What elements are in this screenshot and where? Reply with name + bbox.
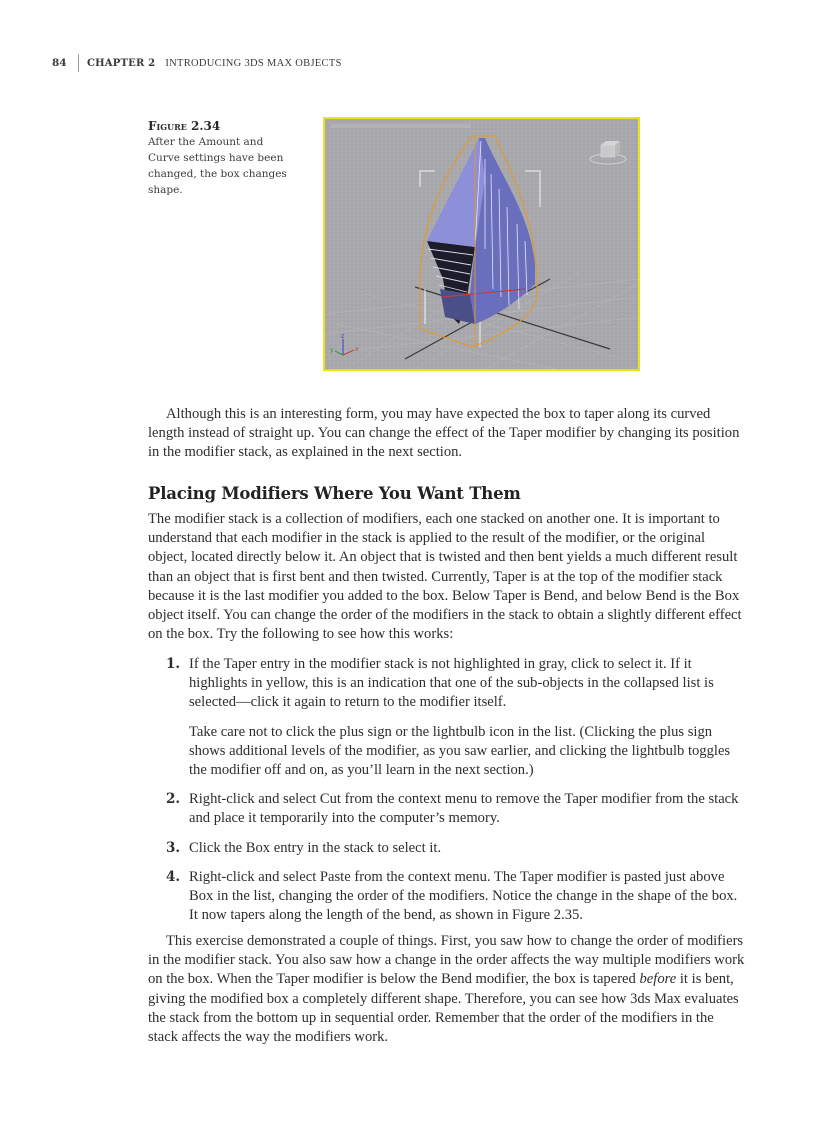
step-item xyxy=(148,655,746,713)
svg-text:y: y xyxy=(330,347,334,354)
step-item xyxy=(148,839,746,858)
step-item xyxy=(148,790,746,828)
step-text: Right-click and select Cut from the context menu to remove the Taper modifier from the stack and place it temporarily into the computer’s memory. xyxy=(189,791,739,827)
svg-text:z: z xyxy=(341,333,345,340)
step-number: 2. xyxy=(166,791,181,808)
step-text: Right-click and select Paste from the context menu. The Taper modifier is pasted just above Box in the list, changing the order of the modifiers. Notice the change in the shape of the box. It now tapers along the length of the bend, as shown in Figure 2.35. xyxy=(189,868,738,924)
section-body-paragraph xyxy=(148,510,746,644)
svg-text:x: x xyxy=(355,346,359,353)
step-item xyxy=(148,868,746,926)
closing-emphasis: before xyxy=(639,971,677,988)
section-heading: Placing Modifiers Where You Want Them xyxy=(148,484,521,503)
figure-viewport-image xyxy=(323,117,640,371)
step-text: Click the Box entry in the stack to select it. xyxy=(189,839,442,856)
figure-label: Figure 2.34 xyxy=(148,119,221,133)
closing-text-part: This exercise demonstrated a couple of things. First, you saw how to change the order of modifiers in the modifier stack. You also saw how a change in the order affects the way multiple modifiers work on the box. When the Taper modifier is below the Bend modifier, the box is tapered xyxy=(148,933,745,988)
section-body-text: The modifier stack is a collection of modifiers, each one stacked on another one. It is important to understand that each modifier in the stack is applied to the result of the modifier, or the original object, located directly below it. An object that is twisted and then bent yields a much different result than an object that is first bent and then twisted. Currently, Taper is at the top of the modifier stack because it is the last modifier you added to the box. Below Taper is Bend, and below Bend is the Box object itself. You can change the order of the modifiers in the stack to obtain a slightly different effect on the box. Try the following to see how this works: xyxy=(148,511,742,643)
steps-list xyxy=(148,655,746,935)
closing-paragraph xyxy=(148,932,746,1047)
closing-text-part: it is bent, giving the modified box a completely different shape. Therefore, you can see how 3ds Max evaluates the stack from the bottom up in sequential order. Remember that the order of the modifiers in the stack affects the way the modifiers work. xyxy=(148,971,739,1046)
step-number: 3. xyxy=(166,839,181,856)
chapter-label: CHAPTER 2 xyxy=(87,57,156,69)
viewport-render xyxy=(325,119,638,369)
running-head-divider xyxy=(78,54,79,72)
running-head xyxy=(52,55,342,71)
viewport-label xyxy=(331,124,471,128)
step-number: 4. xyxy=(166,868,181,885)
intro-text: Although this is an interesting form, you may have expected the box to taper along its curved length instead of straight up. You can change the effect of the Taper modifier by changing its position in the modifier stack, as explained in the next section. xyxy=(148,406,740,461)
step-note: Take care not to click the plus sign or the lightbulb icon in the list. (Clicking the plus sign shows additional levels of the modifier, as you saw earlier, and clicking the lightbulb toggles the modifier off and on, as you’ll learn in the next section.) xyxy=(189,723,731,779)
figure-caption xyxy=(148,118,298,198)
step-text: If the Taper entry in the modifier stack is not highlighted in gray, click to select it. If it highlights in yellow, this is an indication that one of the sub-objects in the collapsed list is selected—click it again to return to the modifier itself. xyxy=(189,656,714,711)
figure-caption-text: After the Amount and Curve settings have been changed, the box changes shape. xyxy=(148,136,287,196)
page-number: 84 xyxy=(52,57,67,69)
step-number: 1. xyxy=(166,656,181,672)
chapter-title: INTRODUCING 3DS MAX OBJECTS xyxy=(165,57,342,69)
intro-paragraph xyxy=(148,405,746,463)
closing-text xyxy=(148,932,746,1047)
